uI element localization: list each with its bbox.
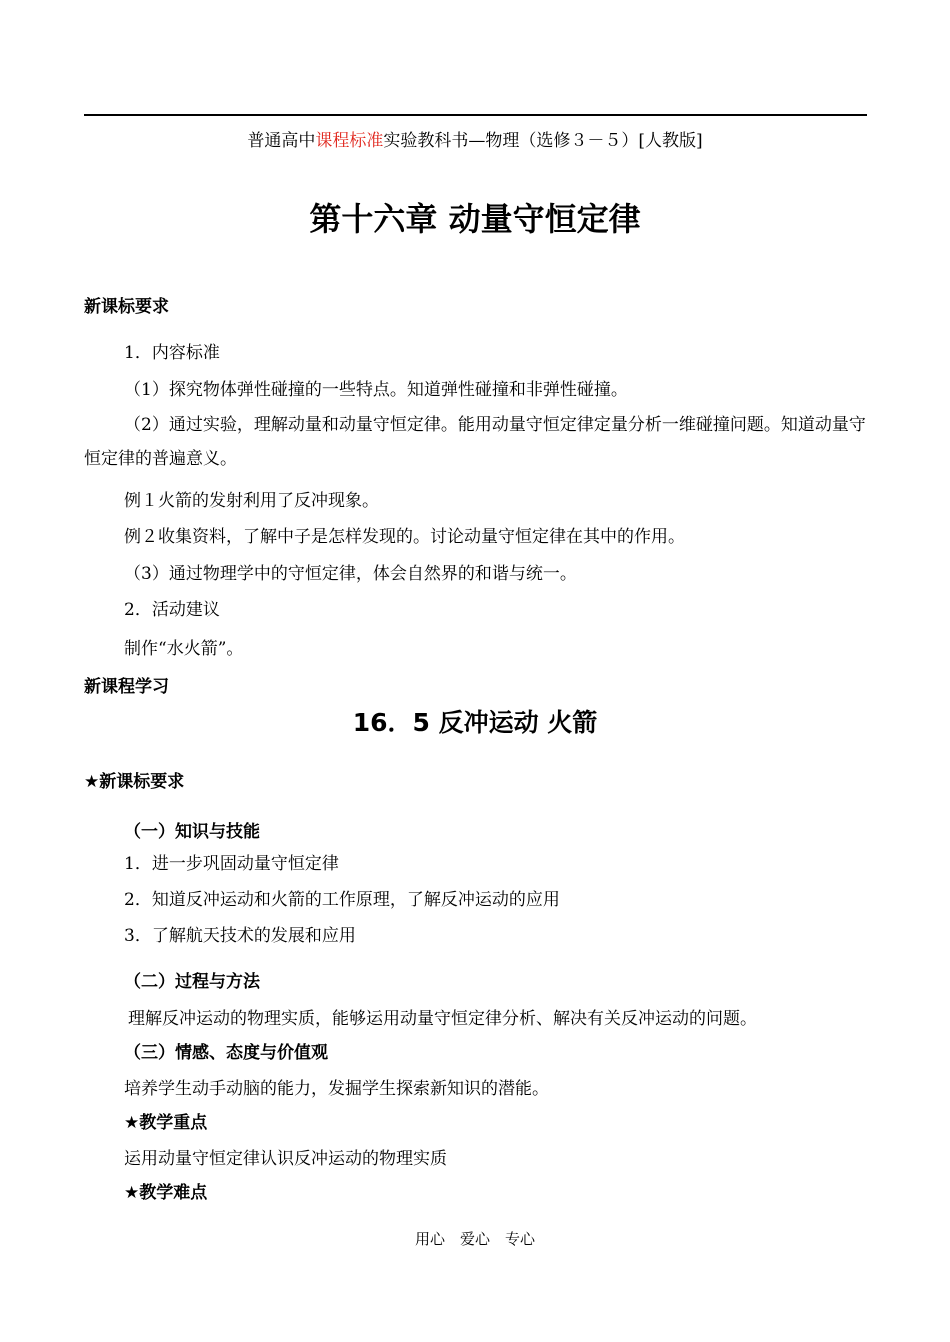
header-highlight: 课程标准 [315, 131, 384, 151]
header-prefix: 普通高中 [247, 131, 316, 151]
content-standard-title: 1．内容标准 [124, 343, 220, 363]
emotion-text: 培养学生动手动脑的能力，发掘学生探索新知识的潜能。 [124, 1079, 549, 1099]
standard-item-3: （3）通过物理学中的守恒定律，体会自然界的和谐与统一。 [124, 564, 577, 584]
process-heading: （二）过程与方法 [124, 972, 260, 992]
standard-item-2: （2）通过实验，理解动量和动量守恒定律。能用动量守恒定律定量分析一维碰撞问题。知道动量守恒定律的普遍意义。 [84, 415, 866, 469]
study-heading: 新课程学习 [84, 677, 169, 697]
key-point-heading: ★教学重点 [124, 1113, 208, 1133]
chapter-title: 第十六章 动量守恒定律 [309, 200, 641, 238]
activity-text: 制作“水火箭”。 [124, 639, 244, 659]
emotion-heading: （三）情感、态度与价值观 [124, 1043, 328, 1063]
knowledge-heading: （一）知识与技能 [124, 822, 260, 842]
standard-item-1: （1）探究物体弹性碰撞的一些特点。知道弹性碰撞和非弹性碰撞。 [124, 380, 628, 400]
running-header [0, 130, 950, 152]
page-footer: 用心 爱心 专心 [414, 1230, 535, 1248]
knowledge-item-1: 1．进一步巩固动量守恒定律 [124, 854, 339, 874]
header-suffix: 实验教科书—物理（选修３－５）[人教版] [383, 131, 703, 151]
example-2: 例２收集资料，了解中子是怎样发现的。讨论动量守恒定律在其中的作用。 [124, 527, 685, 547]
example-1: 例１火箭的发射利用了反冲现象。 [124, 491, 379, 511]
difficulty-heading: ★教学难点 [124, 1183, 208, 1203]
curriculum-heading: 新课标要求 [84, 297, 169, 317]
section-title: 16．5 反冲运动 火箭 [352, 708, 598, 737]
process-text: 理解反冲运动的物理实质，能够运用动量守恒定律分析、解决有关反冲运动的问题。 [128, 1009, 757, 1029]
activity-title: 2．活动建议 [124, 600, 220, 620]
knowledge-item-3: 3．了解航天技术的发展和应用 [124, 926, 356, 946]
key-point-text: 运用动量守恒定律认识反冲运动的物理实质 [124, 1149, 447, 1169]
header-rule [84, 114, 867, 116]
objectives-heading: ★新课标要求 [84, 772, 185, 792]
knowledge-item-2: 2．知道反冲运动和火箭的工作原理，了解反冲运动的应用 [124, 890, 560, 910]
